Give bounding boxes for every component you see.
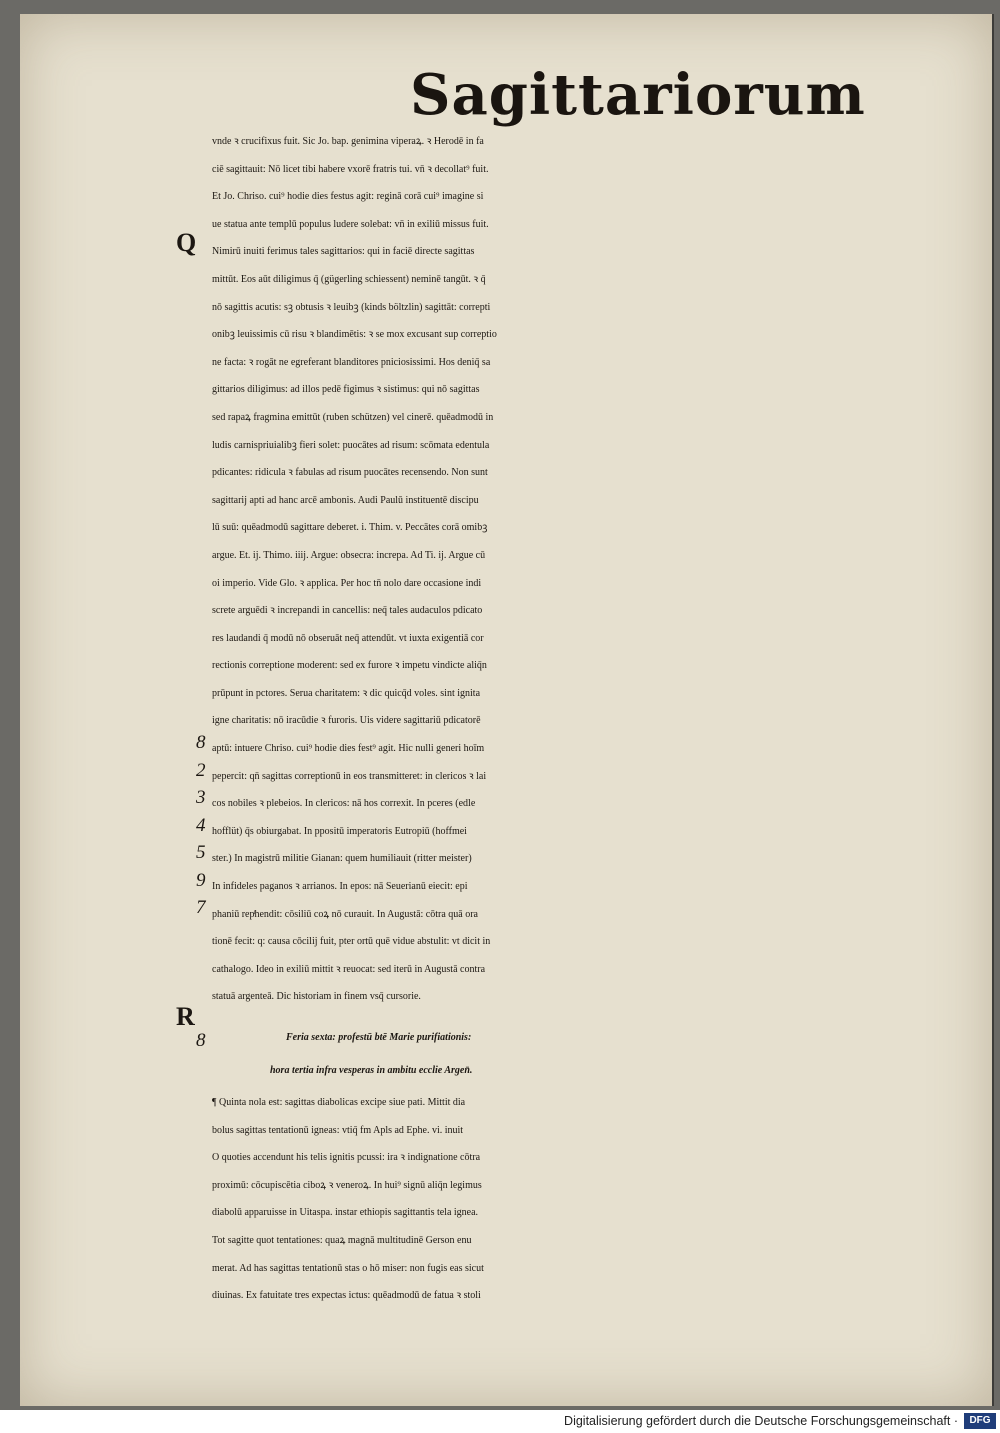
- text-line: Tot sagitte quot tentationes: quaꝝ magnā multitudinē Gerson enu: [212, 1234, 472, 1246]
- page-header: Sagittariorum: [410, 62, 866, 128]
- text-line: diuinas. Ex fatuitate tres expectas ictus: quēadmodū de fatua ꝛ stoli: [212, 1290, 481, 1302]
- text-line: sagittarij apti ad hanc arcē ambonis. Audi Paulū instituentē discipu: [212, 494, 479, 506]
- margin-number: 8: [196, 1030, 206, 1051]
- text-line: tionē fecit: q: causa cōcilij fuit, pter ortū quē vidue abstulit: vt dicit in: [212, 936, 491, 948]
- text-line: Et Jo. Chriso. cui⁹ hodie dies festus agit: reginā corā cui⁹ imagine si: [212, 191, 484, 203]
- text-line: onibꝫ leuissimis cū risu ꝛ blandimētis: ꝛ se mox excusant sup correptio: [212, 329, 497, 341]
- text-line: rectionis correptione moderent: sed ex furore ꝛ impetu vindicte aliq̄n: [212, 660, 487, 672]
- margin-number: 5: [196, 842, 206, 863]
- dfg-logo: DFG: [964, 1413, 996, 1429]
- text-line: merat. Ad has sagittas tentationū stas o hō miser: non fugis eas sicut: [212, 1262, 484, 1274]
- text-line: sed rapaꝝ fragmina emittūt (ruben schützen) vel cinerē. quēadmodū in: [212, 411, 494, 423]
- text-line: ¶ Quinta nola est: sagittas diabolicas excipe siue pati. Mittit dia: [212, 1097, 466, 1108]
- text-line: ne facta: ꝛ rogāt ne egreferant blanditores pniciosissimi. Hos deniq̄ sa: [212, 356, 491, 368]
- text-line: prūpunt in pctores. Serua charitatem: ꝛ dic quicq̄d voles. sint ignita: [212, 687, 481, 699]
- text-line: ludis carnispriuialibꝫ fieri solet: puocātes ad risum: scōmata edentula: [212, 439, 490, 451]
- text-line: res laudandi q̄ modū nō obseruāt neq̄ attendūt. vt iuxta exigentiā cor: [212, 632, 484, 644]
- text-line: ciē sagittauit: Nō licet tibi habere vxorē fratris tui. vn̄ ꝛ decollat⁹ fuit.: [212, 163, 489, 175]
- text-line: oi imperio. Vide Glo. ꝛ applica. Per hoc tn̄ nolo dare occasione indi: [212, 577, 482, 589]
- text-line: proximū: cōcupiscētia ciboꝝ ꝛ veneroꝝ. In hui⁹ signū aliq̄n legimus: [212, 1179, 482, 1191]
- text-line: hofflüt) q̄s obiurgabat. In ppositū imperatoris Eutropiū (hoffmei: [212, 825, 467, 837]
- section-heading-line-2: hora tertia infra vesperas in ambitu ecclie Argen̄.: [270, 1065, 473, 1076]
- text-line: lū suū: quēadmodū sagittare deberet. i. Thim. v. Peccātes corā omibꝫ: [212, 522, 488, 534]
- text-line: mittūt. Eos aūt diligimus q̄ (gügerling schiessent) neminē tangūt. ꝛ q̄: [212, 273, 486, 285]
- text-line: diabolū apparuisse in Uitaspa. instar ethiopis sagittantis tela ignea.: [212, 1207, 479, 1219]
- text-line: argue. Et. ij. Thimo. iiij. Argue: obsecra: increpa. Ad Ti. ij. Argue cū: [212, 549, 486, 561]
- text-line: screte arguēdi ꝛ increpandi in cancellis: neq̄ tales audaculos pdicato: [212, 605, 483, 617]
- text-line: ue statua ante templū populus ludere solebat: vn̄ in exiliū missus fuit.: [212, 218, 489, 230]
- text-line: bolus sagittas tentationū igneas: vtiq̄ fm Apls ad Ephe. vi. inuit: [212, 1124, 464, 1136]
- text-line: ster.) In magistrū militie Gianan: quem humiliauit (ritter meister): [212, 853, 472, 865]
- margin-number: 4: [196, 815, 206, 836]
- text-line: nō sagittis acutis: sꝫ obtusis ꝛ leuibꝫ (kinds böltzlin) sagittāt: correpti: [212, 301, 491, 313]
- text-line: In infideles paganos ꝛ arrianos. In epos: nā Seuerianū eiecit: epi: [212, 881, 468, 893]
- text-line: Nimirū inuiti ferimus tales sagittarios: qui in faciē directe sagittas: [212, 246, 475, 258]
- margin-number: 3: [196, 787, 206, 808]
- text-line: pdicantes: ridicula ꝛ fabulas ad risum puocātes recensendo. Non sunt: [212, 467, 488, 479]
- section-heading-line-1: Feria sexta: profestū btē Marie purifiationis:: [286, 1032, 472, 1043]
- text-line: aptū: intuere Chriso. cui⁹ hodie dies fest⁹ agit. Hic nulli generi hoīm: [212, 743, 485, 755]
- margin-number: 2: [196, 760, 206, 781]
- footer-bar: [0, 1412, 1000, 1433]
- text-line: O quoties accendunt his telis ignitis pcussi: ira ꝛ indignatione cōtra: [212, 1152, 481, 1164]
- margin-number: 9: [196, 870, 206, 891]
- margin-marker-r: R: [176, 1002, 195, 1031]
- margin-marker-q: Q: [176, 228, 197, 257]
- text-line: vnde ꝛ crucifixus fuit. Sic Jo. bap. genimina viperaꝝ. ꝛ Herodē in fa: [212, 136, 484, 147]
- text-line: pepercit: qn̄ sagittas correptionū in eos transmitteret: in clericos ꝛ lai: [212, 770, 487, 782]
- text-line: cos nobiles ꝛ plebeios. In clericos: nā hos correxit. In pceres (edle: [212, 798, 476, 810]
- text-line: igne charitatis: nō iracūdie ꝛ furoris. Uis videre sagittariū pdicatorē: [212, 715, 481, 727]
- text-line: cathalogo. Ideo in exiliū mittit ꝛ reuocat: sed iterū in Augustā contra: [212, 963, 486, 975]
- margin-number: 8: [196, 732, 206, 753]
- main-text-block: [212, 128, 952, 1310]
- margin-number: 7: [196, 897, 206, 918]
- funding-note: Digitalisierung gefördert durch die Deutsche Forschungsgemeinschaft ·: [564, 1414, 958, 1428]
- text-line: statuā argenteā. Dic historiam in finem vsq̄ cursorie.: [212, 991, 421, 1003]
- text-line: phaniū repͥhendit: cōsiliū coꝝ nō curauit. In Augustā: cōtra quā ora: [212, 908, 478, 920]
- text-line: gittarios diligimus: ad illos pedē figimus ꝛ sistimus: qui nō sagittas: [212, 384, 480, 396]
